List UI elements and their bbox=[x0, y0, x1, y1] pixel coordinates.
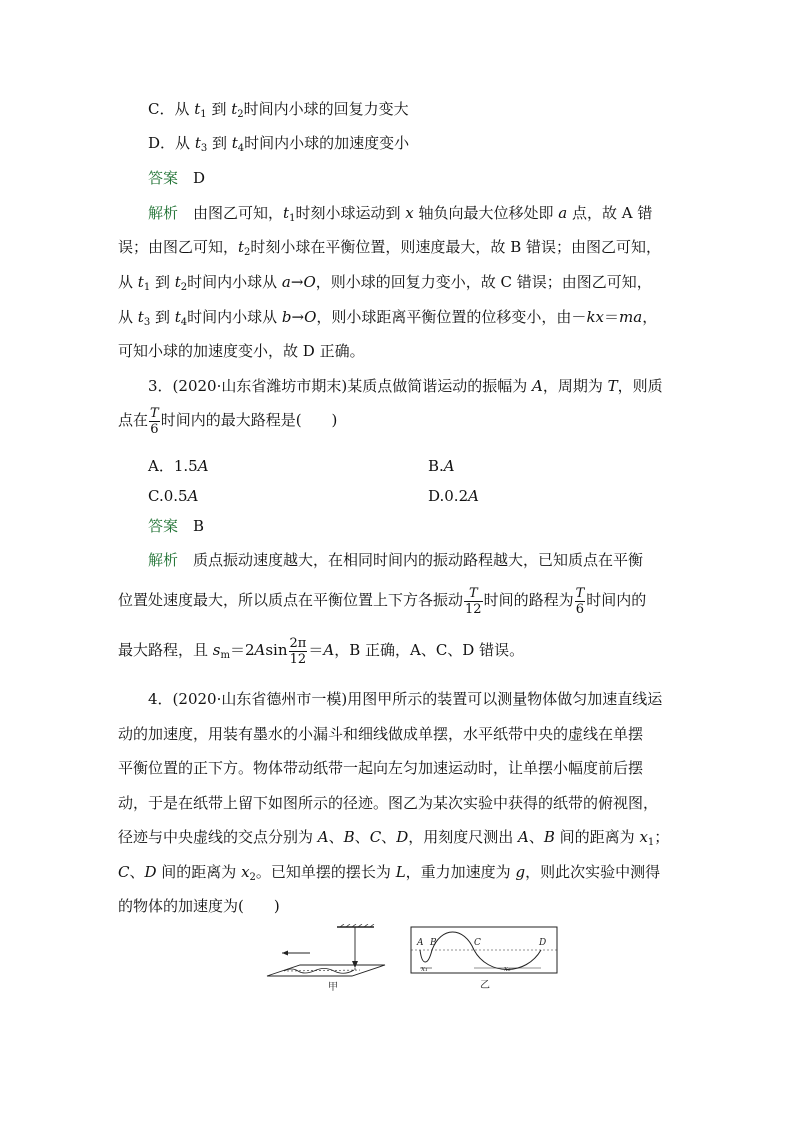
x2-label: x₂ bbox=[504, 965, 511, 973]
q2-explanation-line2: 误；由图乙可知，$t_2$时刻小球在平衡位置，则速度最大，故 B 错误；由图乙可知， bbox=[118, 238, 661, 258]
x1-label: x₁ bbox=[421, 965, 428, 973]
fraction: $\frac{T}{12}$ bbox=[465, 585, 482, 617]
q2-answer bbox=[148, 168, 205, 188]
ink-trace bbox=[284, 969, 354, 974]
answer-value: D bbox=[193, 169, 206, 187]
q3-explanation-line2: 位置处速度最大，所以质点在平衡位置上下方各振动 $\frac{T}{12}$ 时间的路程为 $\frac{T}{6}$ 时间内的 bbox=[118, 585, 647, 617]
q3-explanation-line1: 解析 质点振动速度越大，在相同时间内的振动路程越大，已知质点在平衡 bbox=[148, 551, 644, 569]
q2-option-c: C．从 $t_1$ 到 $t_2$时间内小球的回复力变大 bbox=[148, 100, 409, 120]
q3-option-d: D.0.2A bbox=[428, 487, 479, 505]
fraction: $\frac{2\pi}{12}$ bbox=[289, 635, 307, 667]
caption-jia: 甲 bbox=[328, 982, 338, 993]
q4-stem-line3: 平衡位置的正下方。物体带动纸带一起向左匀加速运动时，让单摆小幅度前后摆 bbox=[118, 759, 644, 777]
q2-explanation-line4: 从 $t_3$ 到 $t_4$时间内小球从 b→O，则小球距离平衡位置的位移变小，由－kx＝ma， bbox=[118, 308, 658, 328]
q3-option-a: A．1.5A bbox=[148, 457, 209, 475]
point-a-label: A bbox=[417, 938, 424, 948]
q4-stem-line6: C、D 间的距离为 $x_2$。已知单摆的摆长为 L，重力加速度为 g，则此次实验中测得 bbox=[118, 863, 661, 883]
q3-stem-line1: 3．(2020·山东省潍坊市期末)某质点做简谐运动的振幅为 A，周期为 T，则质 bbox=[148, 377, 663, 395]
answer-label: 答案 bbox=[148, 169, 179, 187]
q3-answer bbox=[148, 516, 204, 536]
explanation-label: 解析 bbox=[148, 204, 179, 222]
q4-stem-line5: 径迹与中央虚线的交点分别为 A、B、C、D，用刻度尺测出 A、B 间的距离为 $x_1$； bbox=[118, 828, 670, 848]
q3-option-c: C.0.5A bbox=[148, 487, 199, 505]
explanation-label: 解析 bbox=[148, 551, 179, 569]
answer-value: B bbox=[193, 517, 205, 535]
q4-stem-line7: 的物体的加速度为( ) bbox=[118, 897, 280, 915]
figure-yi-tape-top-view bbox=[408, 924, 560, 994]
q2-explanation-line5: 可知小球的加速度变小，故 D 正确。 bbox=[118, 342, 365, 360]
ink-funnel bbox=[352, 961, 358, 968]
q2-option-d: D．从 $t_3$ 到 $t_4$时间内小球的加速度变小 bbox=[148, 134, 410, 154]
point-d-label: D bbox=[539, 938, 547, 948]
q2-explanation-line3: 从 $t_1$ 到 $t_2$时间内小球从 a→O，则小球的回复力变小，故 C 错误；由图乙可知， bbox=[118, 273, 652, 293]
answer-label: 答案 bbox=[148, 517, 179, 535]
point-b-label: B bbox=[430, 938, 437, 948]
fraction: $\frac{T}{6}$ bbox=[150, 405, 159, 437]
q4-stem-line4: 动，于是在纸带上留下如图所示的径迹。图乙为某次实验中获得的纸带的俯视图， bbox=[118, 794, 659, 812]
q3-stem-line2: 点在 $\frac{T}{6}$ 时间内的最大路程是( ) bbox=[118, 405, 338, 437]
point-c-label: C bbox=[474, 938, 481, 948]
q3-option-b: B.A bbox=[428, 457, 455, 475]
q4-stem-line2: 动的加速度，用装有墨水的小漏斗和细线做成单摆，水平纸带中央的虚线在单摆 bbox=[118, 725, 644, 743]
figure-jia-apparatus bbox=[262, 924, 390, 994]
arrow-head bbox=[282, 951, 288, 956]
fraction: $\frac{T}{6}$ bbox=[575, 585, 585, 617]
caption-yi: 乙 bbox=[480, 980, 490, 991]
q3-explanation-line3: 最大路程，且 $s_m=2Asin$ $\frac{2\pi}{12}$ ＝A，B 正确，A、C、D 错误。 bbox=[118, 635, 525, 667]
q4-stem-line1: 4．(2020·山东省德州市一模)用图甲所示的装置可以测量物体做匀加速直线运 bbox=[148, 690, 663, 708]
q2-explanation-line1: 解析 由图乙可知，$t_1$时刻小球运动到 x 轴负向最大位移处即 a 点，故 A 错 bbox=[148, 204, 653, 224]
